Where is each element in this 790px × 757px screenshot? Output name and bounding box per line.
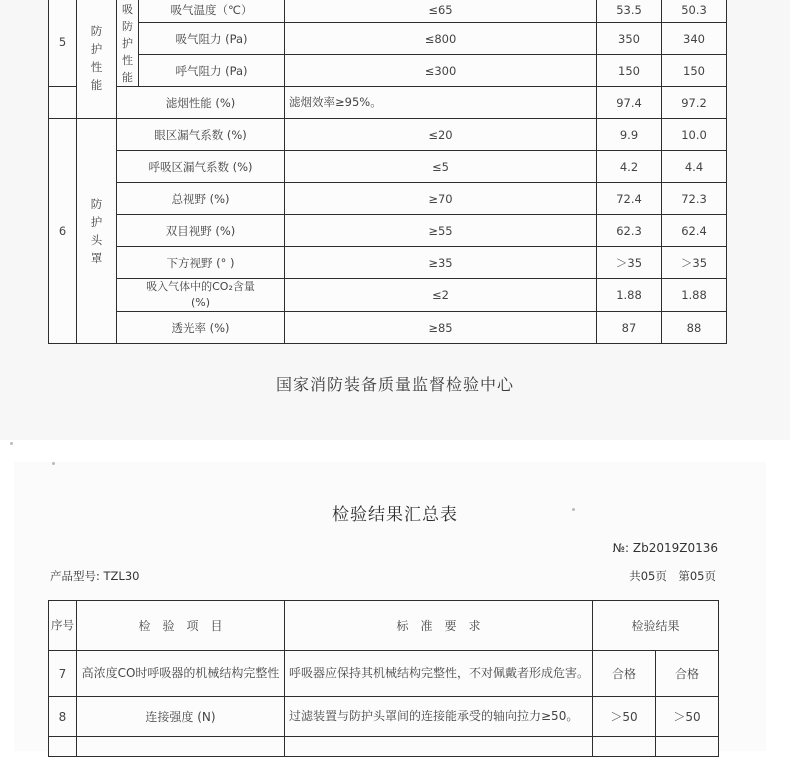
requirement-cell: 呼吸器应保持其机械结构完整性，不对佩戴者形成危害。: [285, 651, 593, 697]
requirement-cell: ≥35: [285, 247, 597, 279]
requirement-cell: ≤20: [285, 119, 597, 151]
item-cell: 吸入气体中的CO₂含量 (%): [117, 279, 285, 312]
organization-name: 国家消防装备质量监督检验中心: [275, 375, 514, 394]
result-cell: 合格: [593, 651, 656, 697]
table-row: [49, 279, 727, 312]
subgroup-label-cell: 吸 防 护 性 能: [117, 0, 139, 87]
result-cell: 62.4: [662, 215, 727, 247]
item-cell: 双目视野 (%): [117, 215, 285, 247]
seq-cell: 8: [49, 697, 77, 737]
table-row: [49, 151, 727, 183]
seq-cell: 6: [49, 119, 77, 344]
result-cell: 62.3: [597, 215, 662, 247]
requirement-cell: ≤5: [285, 151, 597, 183]
result-cell: 72.4: [597, 183, 662, 215]
item-cell: 呼气阻力 (Pa): [139, 55, 285, 87]
result-cell: 150: [662, 55, 727, 87]
inspection-table-continued: [48, 0, 727, 344]
table-row: [49, 312, 727, 344]
result-cell: 340: [662, 23, 727, 55]
item-cell: 吸气阻力 (Pa): [139, 23, 285, 55]
seq-cell: [49, 737, 77, 757]
item-cell: 总视野 (%): [117, 183, 285, 215]
item-cell: 下方视野 (° ): [117, 247, 285, 279]
scan-speck: [52, 462, 55, 465]
report-number: №: Zb2019Z0136: [612, 541, 718, 555]
table-row: [49, 183, 727, 215]
result-cell: ＞35: [662, 247, 727, 279]
result-cell: 10.0: [662, 119, 727, 151]
result-cell: 4.4: [662, 151, 727, 183]
seq-cell-blank: [49, 87, 77, 119]
result-cell: 88: [662, 312, 727, 344]
result-cell: [656, 737, 719, 757]
seq-cell: 5: [49, 0, 77, 87]
item-cell: 高浓度CO时呼吸器的机械结构完整性: [77, 651, 285, 697]
result-cell: ＞35: [597, 247, 662, 279]
requirement-cell: ≥55: [285, 215, 597, 247]
page-count: 共05页 第05页: [629, 569, 716, 583]
table-row: [49, 737, 719, 757]
result-cell: 1.88: [597, 279, 662, 312]
result-cell: 97.2: [662, 87, 727, 119]
result-cell: 72.3: [662, 183, 727, 215]
header-result: 检验结果: [593, 601, 719, 651]
requirement-cell: [285, 737, 593, 757]
group-label-cell: 防 护 性 能: [77, 0, 117, 119]
item-cell: [77, 737, 285, 757]
item-cell: 连接强度 (N): [77, 697, 285, 737]
requirement-cell: ≤65: [285, 0, 597, 23]
table-row: [49, 697, 719, 737]
requirement-cell: ≤300: [285, 55, 597, 87]
header-requirement: 标 准 要 求: [285, 601, 593, 651]
product-model: 产品型号: TZL30: [50, 569, 140, 583]
summary-table: [48, 600, 719, 757]
table-row: [49, 119, 727, 151]
item-cell: 透光率 (%): [117, 312, 285, 344]
group-label-cell: 防 护 头 罩: [77, 119, 117, 344]
result-cell: 53.5: [597, 0, 662, 23]
table-row: [49, 215, 727, 247]
item-cell: 吸气温度（℃）: [139, 0, 285, 23]
table-row: [49, 55, 727, 87]
seq-cell: 7: [49, 651, 77, 697]
header-seq: 序号: [49, 601, 77, 651]
result-cell: 97.4: [597, 87, 662, 119]
requirement-cell: ≥70: [285, 183, 597, 215]
result-cell: 1.88: [662, 279, 727, 312]
table-row: [49, 651, 719, 697]
item-cell: 眼区漏气系数 (%): [117, 119, 285, 151]
result-cell: 87: [597, 312, 662, 344]
result-cell: 4.2: [597, 151, 662, 183]
table-header-row: [49, 601, 719, 651]
table-row: [49, 87, 727, 119]
summary-title: 检验结果汇总表: [332, 505, 458, 525]
result-cell: 150: [597, 55, 662, 87]
result-cell: [593, 737, 656, 757]
table-row: [49, 23, 727, 55]
item-cell: 滤烟性能 (%): [117, 87, 285, 119]
table-row: [49, 0, 727, 23]
table-row: [49, 247, 727, 279]
scan-speck: [10, 442, 13, 445]
header-item: 检 验 项 目: [77, 601, 285, 651]
result-cell: 9.9: [597, 119, 662, 151]
requirement-cell: ≤800: [285, 23, 597, 55]
result-cell: 合格: [656, 651, 719, 697]
requirement-cell: ≤2: [285, 279, 597, 312]
result-cell: 50.3: [662, 0, 727, 23]
result-cell: ＞50: [593, 697, 656, 737]
requirement-cell: 滤烟效率≥95%。: [285, 87, 597, 119]
requirement-cell: ≥85: [285, 312, 597, 344]
requirement-cell: 过滤装置与防护头罩间的连接能承受的轴向拉力≥50。: [285, 697, 593, 737]
item-cell: 呼吸区漏气系数 (%): [117, 151, 285, 183]
result-cell: ＞50: [656, 697, 719, 737]
result-cell: 350: [597, 23, 662, 55]
